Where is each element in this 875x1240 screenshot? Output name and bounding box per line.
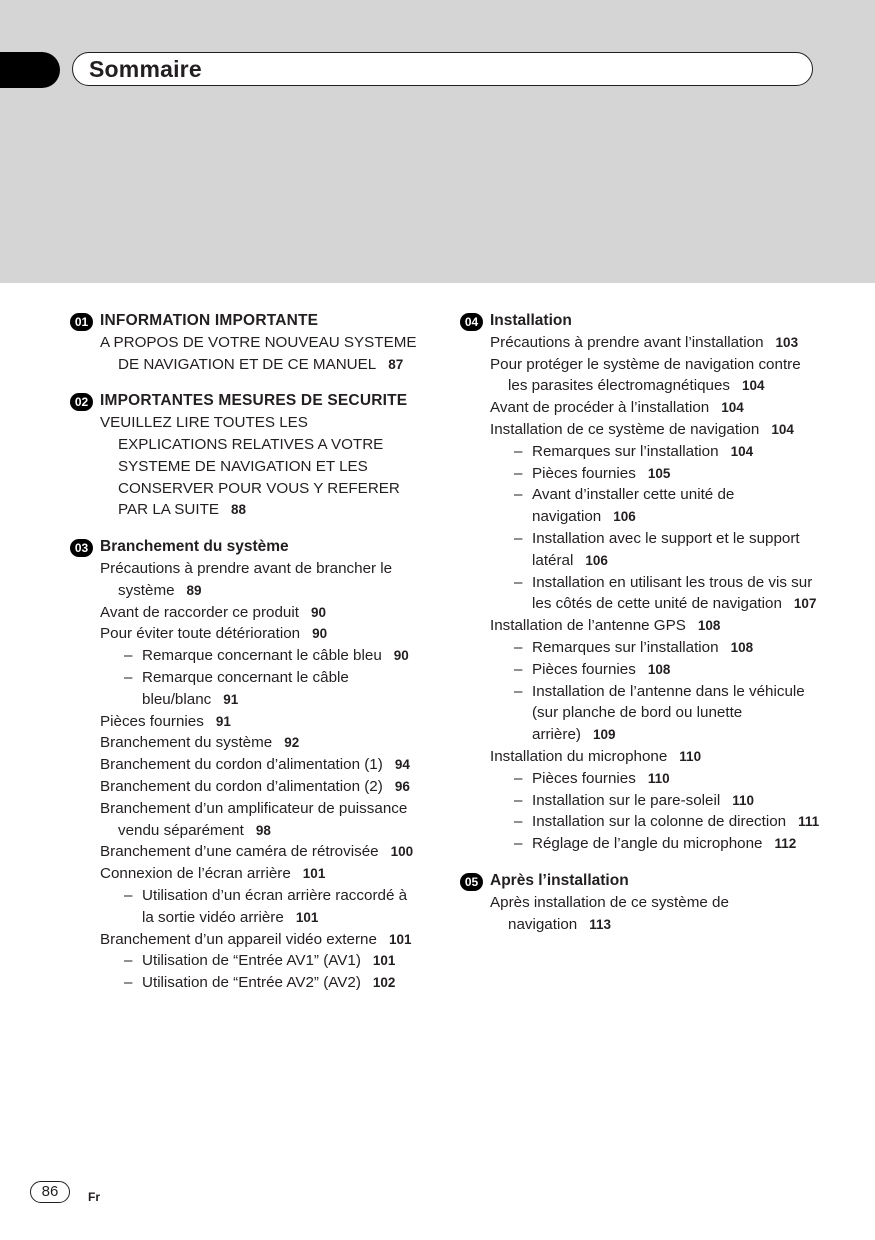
toc-page-number: 90 (393, 648, 409, 664)
toc-page-number: 106 (585, 552, 608, 568)
toc-page-number: 98 (255, 822, 271, 838)
toc-entry-text: Pour protéger le système de navigation contre les parasites électromagnétiques (490, 355, 801, 395)
dash-bullet: – (514, 791, 523, 809)
toc-section (70, 310, 420, 375)
dash-bullet: – (514, 464, 523, 482)
toc-entry[interactable] (100, 885, 420, 929)
toc-page-number: 104 (771, 421, 794, 437)
toc-page-number: 110 (679, 748, 702, 764)
toc-entry-text: Branchement du cordon d’alimentation (2) (100, 777, 383, 795)
toc-section (70, 390, 420, 521)
toc-entry-text: Remarque concernant le câble bleu/blanc (142, 668, 349, 708)
toc-page-number: 105 (647, 465, 671, 481)
toc-page-number: 101 (295, 909, 319, 925)
toc-page-number: 91 (223, 691, 239, 707)
section-title[interactable]: Après l’installation (490, 871, 629, 889)
toc-page-number: 101 (372, 953, 396, 969)
toc-entry-text: Utilisation d’un écran arrière raccordé à la sortie vidéo arrière (142, 886, 408, 926)
toc-page-number: 91 (215, 713, 231, 729)
toc-entry-text: Utilisation de “Entrée AV1” (AV1) (142, 952, 361, 970)
toc-entry[interactable] (490, 892, 820, 936)
toc-entry[interactable] (490, 811, 820, 833)
toc-entry[interactable] (490, 441, 820, 463)
toc-entry-text: Connexion de l’écran arrière (100, 865, 291, 883)
toc-page-number: 96 (394, 778, 410, 794)
toc-page-number: 113 (589, 916, 612, 932)
toc-entry-text: Avant de raccorder ce produit (100, 603, 299, 621)
toc-section (70, 536, 420, 994)
toc-entry[interactable] (490, 528, 820, 572)
dash-bullet: – (514, 486, 523, 504)
toc-entry-text: Pour éviter toute détérioration (100, 625, 301, 643)
dash-bullet: – (124, 647, 133, 665)
chapter-number-badge: 05 (460, 873, 483, 891)
toc-section (460, 870, 820, 935)
toc-page-number: 104 (730, 443, 754, 459)
toc-entry[interactable] (490, 463, 820, 485)
toc-right-column (460, 310, 820, 950)
toc-entry-text: Remarque concernant le câble bleu (142, 647, 382, 665)
toc-entry-text: Après installation de ce système de navigation (490, 893, 729, 933)
toc-page-number: 108 (730, 639, 754, 655)
toc-page-number: 103 (775, 334, 799, 350)
toc-page-number: 106 (613, 509, 636, 525)
toc-page-number: 101 (388, 931, 412, 947)
section-title[interactable]: Installation (490, 312, 572, 329)
toc-entry-text: Précautions à prendre avant de brancher le système (100, 559, 393, 599)
toc-entry[interactable] (490, 746, 820, 768)
dash-bullet: – (514, 573, 523, 591)
toc-left-column (70, 310, 420, 1009)
toc-entry[interactable] (490, 332, 820, 354)
toc-page-number: 94 (394, 757, 410, 773)
toc-page-number: 89 (186, 582, 202, 598)
header-band (0, 0, 875, 283)
dash-bullet: – (514, 660, 523, 678)
toc-entry[interactable] (490, 637, 820, 659)
toc-entry-text: Branchement d’une caméra de rétrovisée (100, 843, 379, 861)
toc-page-number: 104 (721, 400, 744, 416)
toc-entry-text: Pièces fournies (532, 769, 636, 787)
toc-entry-text: Installation de ce système de navigation (490, 420, 760, 438)
section-title[interactable]: INFORMATION IMPORTANTE (100, 312, 319, 329)
toc-entry[interactable] (100, 841, 420, 863)
toc-page-number: 90 (312, 626, 328, 642)
page-title: Sommaire (89, 56, 202, 82)
chapter-tab-marker (0, 52, 60, 88)
toc-entry-text: Branchement d’un appareil vidéo externe (100, 930, 377, 948)
toc-page-number: 90 (310, 604, 326, 620)
toc-entry[interactable] (100, 558, 420, 602)
dash-bullet: – (124, 952, 133, 970)
toc-entry-text: Installation en utilisant les trous de vis sur les côtés de cette unité de navigation (532, 573, 813, 613)
toc-section (460, 310, 820, 855)
toc-page-number: 104 (742, 378, 765, 394)
toc-entry-text: Utilisation de “Entrée AV2” (AV2) (142, 974, 361, 992)
dash-bullet: – (514, 813, 523, 831)
toc-entry-text: Installation du microphone (490, 747, 668, 765)
toc-entry-text: Installation sur la colonne de direction (532, 813, 787, 831)
toc-entry[interactable] (490, 681, 820, 746)
toc-page-number: 107 (793, 596, 817, 612)
toc-entry[interactable] (100, 950, 420, 972)
toc-page-number: 100 (390, 844, 414, 860)
toc-entry[interactable] (100, 332, 420, 376)
toc-entry[interactable] (100, 732, 420, 754)
toc-page-number: 108 (697, 618, 721, 634)
title-banner (72, 52, 813, 86)
dash-bullet: – (514, 835, 523, 853)
chapter-number-badge: 02 (70, 393, 93, 411)
toc-page-number: 112 (774, 836, 797, 852)
toc-entry-text: Pièces fournies (532, 660, 636, 678)
toc-entry-text: Installation sur le pare-soleil (532, 791, 721, 809)
toc-entry-text: Remarques sur l’installation (532, 442, 719, 460)
toc-entry[interactable] (100, 863, 420, 885)
toc-entry[interactable] (490, 768, 820, 790)
chapter-number-badge: 03 (70, 539, 93, 557)
chapter-number-badge: 04 (460, 313, 483, 331)
toc-entry[interactable] (100, 412, 420, 521)
toc-entry-text: Avant de procéder à l’installation (490, 399, 710, 417)
dash-bullet: – (514, 769, 523, 787)
toc-page-number: 108 (647, 661, 671, 677)
dash-bullet: – (514, 682, 523, 700)
toc-page-number: 101 (302, 866, 326, 882)
toc-page-number: 109 (592, 727, 616, 743)
toc-entry-text: Installation de l’antenne GPS (490, 617, 686, 635)
toc-entry[interactable] (100, 798, 420, 842)
toc-entry[interactable] (490, 397, 820, 419)
toc-entry-text: Précautions à prendre avant l’installation (490, 333, 764, 351)
toc-entry[interactable] (100, 711, 420, 733)
toc-entry[interactable] (490, 659, 820, 681)
toc-entry[interactable] (490, 484, 820, 528)
dash-bullet: – (124, 668, 133, 686)
page-number: 86 (30, 1181, 70, 1203)
toc-entry-text: Réglage de l’angle du microphone (532, 835, 763, 853)
toc-entry-text: Remarques sur l’installation (532, 638, 719, 656)
section-title[interactable]: IMPORTANTES MESURES DE SECURITE (100, 392, 408, 410)
toc-entry-text: Installation avec le support et le support latéral (532, 529, 800, 569)
toc-entry[interactable] (100, 602, 420, 624)
toc-entry[interactable] (100, 667, 420, 711)
toc-page-number: 87 (388, 356, 404, 372)
toc-entry[interactable] (100, 776, 420, 798)
chapter-number-badge: 01 (70, 313, 93, 331)
toc-entry-text: Branchement d’un amplificateur de puissance vendu séparément (100, 799, 408, 839)
dash-bullet: – (514, 442, 523, 460)
language-code: Fr (88, 1190, 100, 1204)
toc-entry[interactable] (100, 645, 420, 667)
dash-bullet: – (124, 974, 133, 992)
toc-entry-text: VEUILLEZ LIRE TOUTES LES EXPLICATIONS RELATIVES A VOTRE SYSTEME DE NAVIGATION ET LES CONSERVER POUR VOUS Y REFERER PAR LA SUITE (100, 414, 400, 519)
toc-entry[interactable] (100, 929, 420, 951)
dash-bullet: – (514, 638, 523, 656)
toc-entry[interactable] (490, 572, 820, 616)
toc-entry[interactable] (490, 833, 820, 855)
toc-page-number: 88 (231, 502, 247, 518)
toc-entry-text: Branchement du système (100, 734, 273, 752)
toc-entry-text: Avant d’installer cette unité de navigation (532, 486, 735, 526)
toc-entry[interactable] (490, 790, 820, 812)
toc-page-number: 102 (372, 975, 396, 991)
toc-page-number: 92 (284, 735, 300, 751)
toc-page-number: 110 (732, 792, 755, 808)
toc-entry-text: A PROPOS DE VOTRE NOUVEAU SYSTEME DE NAVIGATION ET DE CE MANUEL (100, 333, 417, 373)
toc-page-number: 110 (647, 770, 670, 786)
toc-entry[interactable] (100, 623, 420, 645)
toc-entry-text: Pièces fournies (532, 464, 636, 482)
toc-entry-text: Branchement du cordon d’alimentation (1) (100, 756, 383, 774)
section-title[interactable]: Branchement du système (100, 538, 289, 556)
toc-entry[interactable] (490, 615, 820, 637)
toc-entry[interactable] (490, 419, 820, 441)
toc-entry-text: Pièces fournies (100, 712, 204, 730)
dash-bullet: – (124, 886, 133, 904)
toc-page-number: 111 (798, 814, 820, 830)
dash-bullet: – (514, 529, 523, 547)
toc-entry[interactable] (100, 754, 420, 776)
toc-entry[interactable] (100, 972, 420, 994)
toc-entry-text: Installation de l’antenne dans le véhicule (sur planche de bord ou lunette arrière) (532, 682, 805, 744)
toc-entry[interactable] (490, 354, 820, 398)
